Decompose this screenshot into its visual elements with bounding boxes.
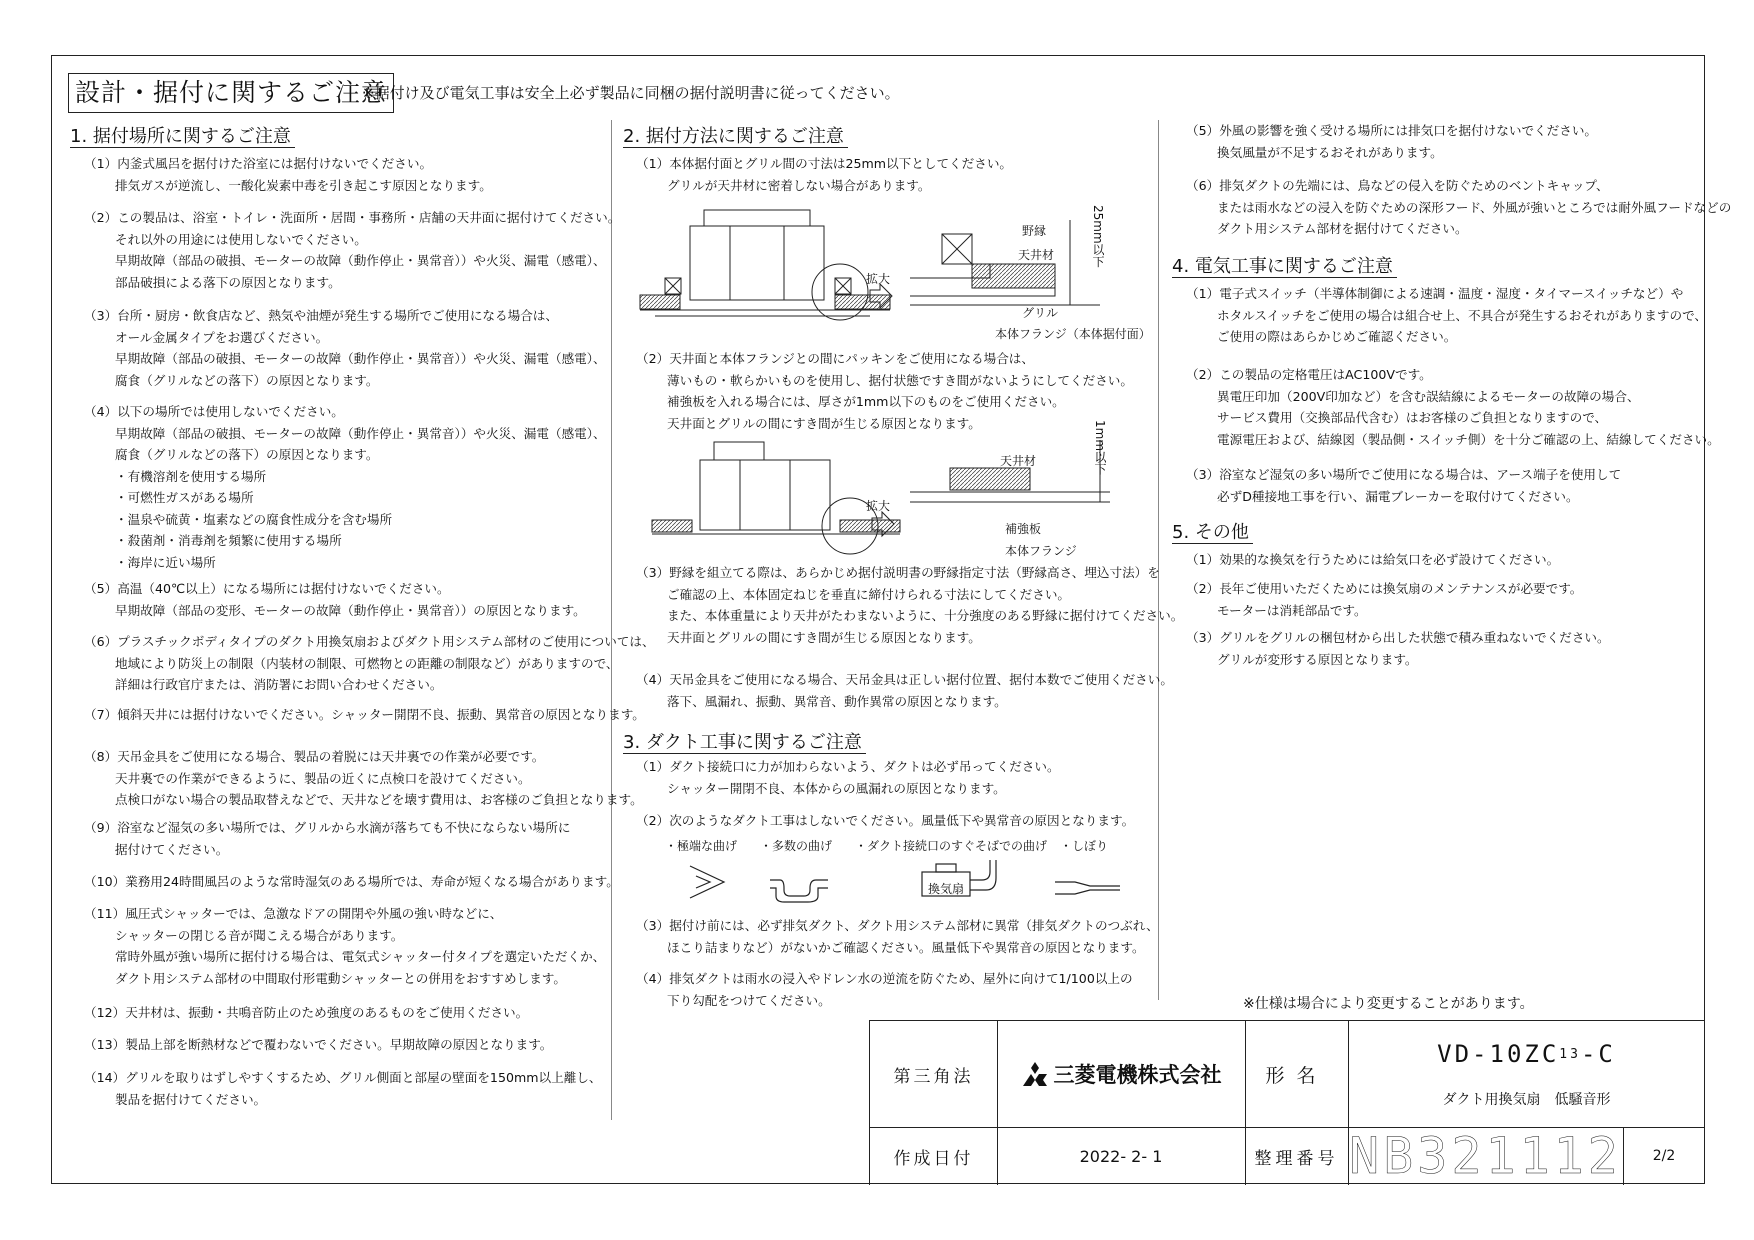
item-line: 必ずD種接地工事を行い、漏電ブレーカーを取付けてください。 [1217, 488, 1579, 504]
item-number: （3） [636, 918, 670, 933]
item-line: （6）プラスチックボディタイプのダクト用換気扇およびダクト用システム部材のご使用については、 [84, 631, 655, 653]
item-line: （2）次のようなダクト工事はしないでください。風量低下や異常音の原因となります。 [636, 810, 1134, 832]
fig2-dimension: 1mm以下 [1093, 420, 1107, 476]
duct-label-sharp: ・極端な曲げ [665, 839, 738, 853]
item-number: （11） [84, 906, 126, 921]
item-line: 天井面とグリルの間にすき間が生じる原因となります。 [667, 629, 981, 645]
list-item [84, 903, 605, 989]
item-line: （3）浴室など湿気の多い場所でご使用になる場合は、アース端子を使用して [1186, 464, 1621, 486]
duct-bad-examples [680, 860, 1130, 910]
item-line: （11）風圧式シャッターでは、急激なドアの開閉や外風の強い時などに、 [84, 903, 605, 925]
list-item [1186, 464, 1621, 507]
item-number: （5） [84, 581, 118, 596]
item-line: 据付けてください。 [115, 841, 229, 857]
list-item [636, 915, 1159, 958]
item-line: 詳細は行政官庁または、消防署にお問い合わせください。 [115, 677, 443, 692]
item-number: （1） [1186, 552, 1220, 567]
item-line: オール金属タイプをお選びください。 [115, 329, 329, 345]
item-number: （10） [84, 874, 126, 889]
list-item [84, 746, 643, 811]
duct-fan-label: 換気扇 [928, 882, 965, 896]
list-item [1186, 175, 1731, 240]
list-item [84, 631, 655, 696]
item-line: ダクト用システム部材の中間取付形電動シャッターとの併用をおすすめします。 [115, 970, 566, 986]
list-item [1186, 364, 1720, 450]
item-line: 異電圧印加（200V印加など）を含む誤結線によるモーターの故障の場合、 [1217, 388, 1640, 404]
fig2-label-hokyo: 補強板 [1005, 522, 1042, 536]
item-line: 部品破損による落下の原因となります。 [115, 274, 341, 290]
item-line: （2）天井面と本体フランジとの間にパッキンをご使用になる場合は、 [636, 348, 1133, 370]
item-line: （3）グリルをグリルの梱包材から出した状態で積み重ねないでください。 [1186, 627, 1610, 649]
section-5-heading: 5. その他 [1172, 518, 1253, 544]
item-line: 早期故障（部品の破損、モーターの故障（動作停止・異常音））や火災、漏電（感電）、 [115, 425, 606, 441]
list-item [84, 871, 619, 893]
section-3-heading: 3. ダクト工事に関するご注意 [623, 728, 866, 754]
list-item [84, 401, 606, 573]
section-4-heading: 4. 電気工事に関するご注意 [1172, 252, 1397, 278]
duct-label-near: ・ダクト接続口のすぐそばでの曲げ [855, 839, 1048, 853]
item-line: ・有機溶剤を使用する場所 [115, 468, 267, 484]
item-number: （1） [84, 156, 118, 171]
item-line: シャッター開閉不良、本体からの風漏れの原因となります。 [667, 780, 1006, 796]
header-note: ※据付け及び電気工事は安全上必ず製品に同梱の据付説明書に従ってください。 [362, 84, 900, 102]
item-line: または雨水などの浸入を防ぐための深形フード、外風が強いところでは耐外風フードなどの [1217, 199, 1732, 215]
item-line: 腐食（グリルなどの落下）の原因となります。 [115, 372, 379, 388]
fig2-label-flange: 本体フランジ [1005, 544, 1077, 558]
item-line: （1）電子式スイッチ（半導体制御による速調・温度・湿度・タイマースイッチなど）や [1186, 283, 1707, 305]
item-line: （6）排気ダクトの先端には、鳥などの侵入を防ぐためのベントキャップ、 [1186, 175, 1731, 197]
item-line: （7）傾斜天井には据付けないでください。シャッター開閉不良、振動、異常音の原因となります。 [84, 704, 645, 726]
list-item [636, 756, 1060, 799]
item-line: （12）天井材は、振動・共鳴音防止のため強度のあるものをご使用ください。 [84, 1002, 528, 1024]
item-line: （2）長年ご使用いただくためには換気扇のメンテナンスが必要です。 [1186, 578, 1582, 600]
item-line: （1）内釜式風呂を据付けた浴室には据付けないでください。 [84, 153, 492, 175]
figure-2-reinforcement [640, 430, 1130, 560]
item-line: （1）効果的な換気を行うためには給気口を必ず設けてください。 [1186, 549, 1559, 571]
fig1-label-grill: グリル [1022, 306, 1059, 320]
list-item [1186, 283, 1707, 348]
company-name: 三菱電機株式会社 [997, 1021, 1245, 1127]
list-item [84, 1034, 552, 1056]
item-number: （2） [1186, 367, 1220, 382]
list-item [636, 348, 1133, 434]
item-number: （2） [1186, 581, 1220, 596]
item-line: 天井面とグリルの間にすき間が生じる原因となります。 [667, 415, 981, 431]
item-line: また、本体重量により天井がたわまないように、十分強度のある野縁に据付けてください。 [667, 608, 1184, 623]
item-number: （14） [84, 1070, 126, 1085]
list-item [84, 1067, 601, 1110]
item-line: 換気風量が不足するおそれがあります。 [1217, 144, 1443, 160]
model-number: VD-10ZC 13 -C [1437, 1040, 1616, 1068]
list-item [84, 305, 606, 391]
fig1-dimension: 25mm以下 [1091, 205, 1105, 268]
item-line: （4）天吊金具をご使用になる場合、天吊金具は正しい据付位置、据付本数でご使用ください。 [636, 669, 1173, 691]
fig1-label-tenjo: 天井材 [1018, 248, 1055, 262]
item-number: （1） [1186, 286, 1220, 301]
item-line: （5）外風の影響を強く受ける場所には排気口を据付けないでください。 [1186, 120, 1597, 142]
item-line: 早期故障（部品の破損、モーターの故障（動作停止・異常音））や火災、漏電（感電）、 [115, 253, 606, 268]
item-line: 排気ガスが逆流し、一酸化炭素中毒を引き起こす原因となります。 [115, 177, 492, 193]
date-label: 作成日付 [893, 1148, 974, 1169]
fig2-label-zoom: 拡大 [866, 499, 891, 513]
item-line: ・温泉や硫黄・塩素などの腐食性成分を含む場所 [115, 511, 393, 527]
item-line: （5）高温（40℃以上）になる場所には据付けないでください。 [84, 578, 586, 600]
item-line: （10）業務用24時間風呂のような常時湿気のある場所では、寿命が短くなる場合があります。 [84, 871, 619, 893]
list-item [84, 578, 586, 621]
list-item [1186, 627, 1610, 670]
item-line: 補強板を入れる場合には、厚さが1mm以下のものをご使用ください。 [667, 394, 1065, 409]
item-line: （2）この製品の定格電圧はAC100Vです。 [1186, 364, 1720, 386]
item-line: 早期故障（部品の破損、モーターの故障（動作停止・異常音））や火災、漏電（感電）、 [115, 351, 606, 366]
item-line: 下り勾配をつけてください。 [667, 992, 831, 1008]
item-line: （4）以下の場所では使用しないでください。 [84, 401, 606, 423]
item-line: シャッターの閉じる音が聞こえる場合があります。 [115, 927, 404, 943]
item-line: （2）この製品は、浴室・トイレ・洗面所・居間・事務所・店舗の天井面に据付けてください。 [84, 207, 620, 229]
item-number: （1） [636, 156, 670, 171]
item-line: 早期故障（部品の変形、モーターの故障（動作停止・異常音））の原因となります。 [115, 602, 586, 618]
item-number: （4） [84, 404, 118, 419]
item-number: （4） [636, 971, 670, 986]
projection-method: 第三角法 [893, 1066, 974, 1087]
item-line: ほこり詰まりなど）がないかご確認ください。風量低下や異常音の原因となります。 [667, 939, 1145, 955]
item-number: （9） [84, 820, 118, 835]
list-item [1186, 549, 1559, 571]
item-line: （3）野縁を組立てる際は、あらかじめ据付説明書の野縁指定寸法（野縁高さ、埋込寸法）を [636, 562, 1183, 584]
item-line: （4）排気ダクトは雨水の浸入やドレン水の逆流を防ぐため、屋外に向けて1/100以上の [636, 968, 1133, 990]
item-line: ご確認の上、本体固定ねじを垂直に締付けられる寸法にしてください。 [667, 586, 1070, 602]
item-number: （1） [636, 759, 670, 774]
item-line: グリルが天井材に密着しない場合があります。 [667, 177, 931, 193]
doc-number-label: 整理番号 [1254, 1148, 1339, 1169]
fig1-label-flange: 本体フランジ（本体据付面） [995, 327, 1151, 341]
item-line: （1）本体据付面とグリル間の寸法は25mm以下としてください。 [636, 153, 1012, 175]
item-line: グリルが変形する原因となります。 [1217, 651, 1418, 667]
item-number: （5） [1186, 123, 1220, 138]
item-number: （13） [84, 1037, 126, 1052]
item-line: ・可燃性ガスがある場所 [115, 490, 254, 505]
item-line: 点検口がない場合の製品取替えなどで、天井などを壊す費用は、お客様のご負担となります。 [115, 792, 643, 807]
page-number: 2/2 [1652, 1148, 1676, 1164]
list-item [636, 968, 1133, 1011]
item-line: 薄いもの・軟らかいものを使用し、据付状態ですき間がないようにしてください。 [667, 372, 1133, 388]
item-line: それ以外の用途には使用しないでください。 [115, 231, 367, 247]
fig1-label-noen: 野縁 [1022, 224, 1047, 238]
item-number: （12） [84, 1005, 126, 1020]
fig2-label-tenjo: 天井材 [1000, 454, 1037, 468]
product-name: ダクト用換気扇 低騒音形 [1442, 1092, 1611, 1108]
list-item [84, 153, 492, 196]
creation-date: 2022- 2- 1 [1079, 1146, 1163, 1166]
item-number: （3） [1186, 630, 1220, 645]
column-divider-2 [1158, 120, 1159, 1000]
model-label: 形名 [1265, 1064, 1328, 1087]
list-item [84, 1002, 528, 1024]
item-line: ホタルスイッチをご使用の場合は組合せ上、不具合が発生するおそれがありますので、 [1217, 307, 1708, 323]
item-line: （8）天吊金具をご使用になる場合、製品の着脱には天井裏での作業が必要です。 [84, 746, 643, 768]
item-line: （9）浴室など湿気の多い場所では、グリルから水滴が落ちても不快にならない場所に [84, 817, 570, 839]
mitsubishi-logo-icon [1021, 1062, 1049, 1086]
item-line: 落下、風漏れ、振動、異常音、動作異常の原因となります。 [667, 693, 1007, 709]
item-line: 電源電圧および、結線図（製品側・スイッチ側）を十分ご確認の上、結線してください。 [1217, 431, 1720, 447]
item-line: （1）ダクト接続口に力が加わらないよう、ダクトは必ず吊ってください。 [636, 756, 1060, 778]
list-item [636, 669, 1173, 712]
item-line: ・殺菌剤・消毒剤を頻繁に使用する場所 [115, 533, 342, 548]
item-number: （2） [84, 210, 118, 225]
item-number: （2） [636, 351, 670, 366]
list-item [636, 562, 1183, 648]
item-line: 製品を据付けてください。 [115, 1091, 267, 1107]
item-line: ご使用の際はあらかじめご確認ください。 [1217, 329, 1457, 344]
item-number: （2） [636, 813, 670, 828]
item-line: 腐食（グリルなどの落下）の原因となります。 [115, 447, 379, 462]
item-line: ・海岸に近い場所 [115, 554, 216, 570]
section-2-heading: 2. 据付方法に関するご注意 [623, 122, 848, 148]
doc-number: NB321112 [1349, 1127, 1622, 1185]
list-item [636, 153, 1012, 196]
item-number: （6） [84, 634, 118, 649]
list-item [1186, 578, 1582, 621]
spec-note: ※仕様は場合により変更することがあります。 [1243, 996, 1534, 1012]
item-number: （7） [84, 707, 118, 722]
item-number: （6） [1186, 178, 1220, 193]
item-number: （4） [636, 672, 670, 687]
list-item [1186, 120, 1597, 163]
item-number: （3） [1186, 467, 1220, 482]
item-line: （14）グリルを取りはずしやすくするため、グリル側面と部屋の壁面を150mm以上離し、 [84, 1067, 601, 1089]
duct-label-many: ・多数の曲げ [760, 839, 833, 853]
item-number: （3） [636, 565, 670, 580]
item-line: 天井裏での作業ができるように、製品の近くに点検口を設けてください。 [115, 770, 531, 786]
item-line: 常時外風が強い場所に据付ける場合は、電気式シャッター付タイプを選定いただくか、 [115, 949, 606, 964]
title-block [869, 1020, 1705, 1185]
page-title: 設計・据付に関するご注意 [68, 73, 394, 113]
section-1-heading: 1. 据付場所に関するご注意 [70, 122, 295, 148]
duct-label-squeeze: ・しぼり [1060, 839, 1109, 853]
item-line: ダクト用システム部材を据付けてください。 [1217, 221, 1468, 236]
list-item [84, 704, 645, 726]
item-line: （3）台所・厨房・飲食店など、熱気や油煙が発生する場所でご使用になる場合は、 [84, 305, 606, 327]
item-line: サービス費用（交換部品代含む）はお客様のご負担となりますので、 [1217, 410, 1608, 425]
item-line: 地域により防災上の制限（内装材の制限、可燃物との距離の制限など）がありますので、 [115, 655, 619, 671]
fig1-label-zoom: 拡大 [866, 272, 891, 286]
item-line: （3）据付け前には、必ず排気ダクト、ダクト用システム部材に異常（排気ダクトのつぶれ、 [636, 915, 1159, 937]
item-number: （8） [84, 749, 118, 764]
item-line: モーターは消耗部品です。 [1217, 602, 1367, 618]
item-line: （13）製品上部を断熱材などで覆わないでください。早期故障の原因となります。 [84, 1034, 552, 1056]
item-number: （3） [84, 308, 118, 323]
list-item [84, 207, 620, 293]
list-item [636, 810, 1134, 832]
list-item [84, 817, 570, 860]
